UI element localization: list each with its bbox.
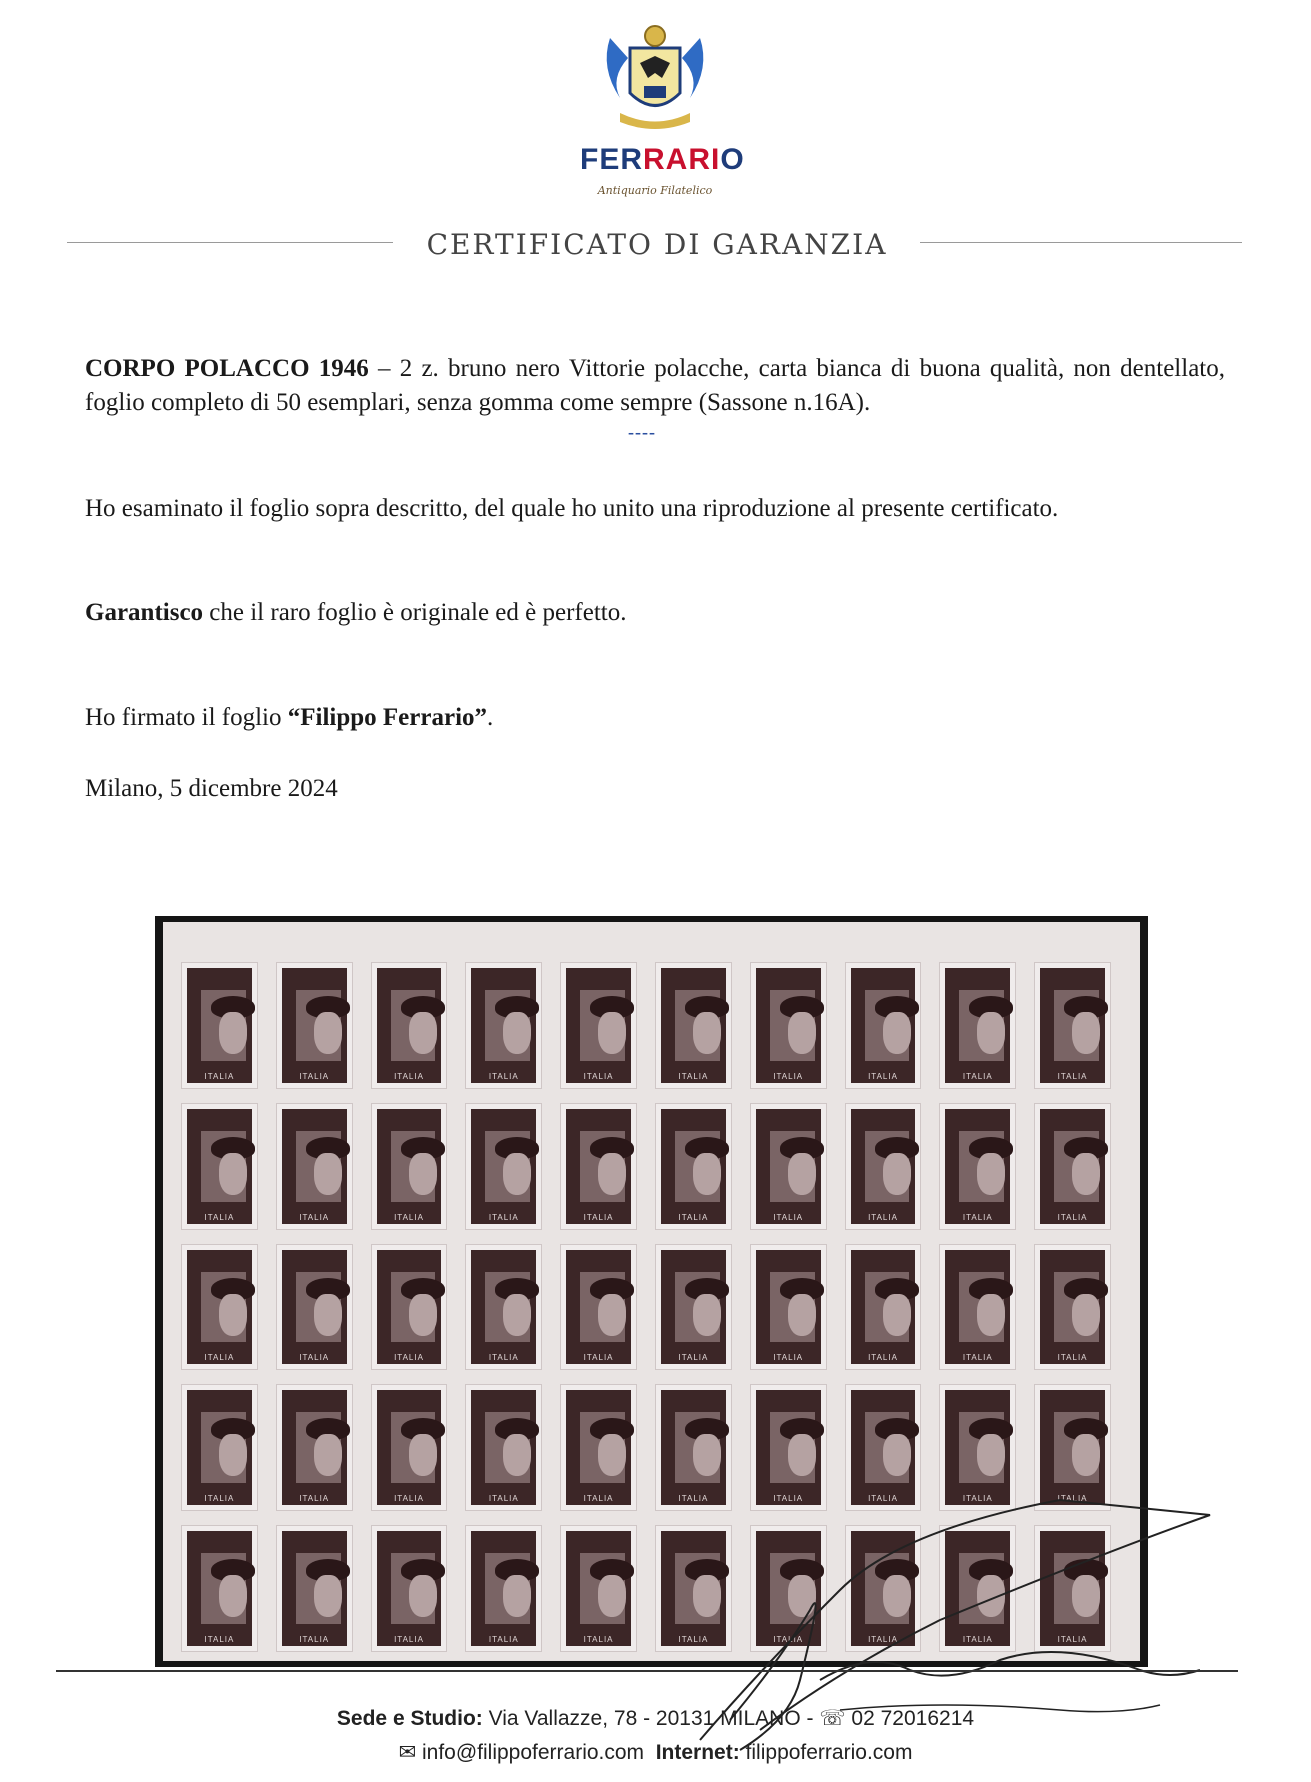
stamp-portrait <box>865 990 910 1061</box>
stamp <box>276 1103 353 1230</box>
footer-address <box>0 1706 1311 1731</box>
stamp-label: ITALIA <box>1057 1212 1088 1222</box>
envelope-icon: ✉ <box>398 1741 417 1764</box>
stamp-design <box>1040 1250 1105 1365</box>
stamp-label: ITALIA <box>583 1071 614 1081</box>
stamp-label: ITALIA <box>394 1494 424 1504</box>
stamp-design <box>282 968 347 1083</box>
stamp <box>181 1244 258 1371</box>
stamp <box>465 1384 542 1511</box>
stamp-label: ITALIA <box>299 1494 330 1504</box>
stamp-portrait <box>675 1272 720 1343</box>
stamp <box>465 1525 542 1652</box>
stamp-label: ITALIA <box>868 1071 898 1081</box>
face-shape <box>314 1434 342 1476</box>
stamp <box>655 962 732 1089</box>
stamp-label: ITALIA <box>394 1635 424 1644</box>
stamp-label: ITALIA <box>394 1071 424 1081</box>
face-shape <box>503 1294 531 1336</box>
stamp-design <box>851 1250 916 1365</box>
face-shape <box>503 1434 531 1476</box>
face-shape <box>314 1294 342 1336</box>
stamp-portrait <box>675 990 720 1061</box>
guarantee-paragraph <box>85 596 1225 630</box>
stamp <box>1034 1244 1111 1371</box>
guarantee-heading: Garantisco <box>85 599 204 626</box>
stamp <box>371 1244 448 1371</box>
face-shape <box>977 1294 1005 1336</box>
stamp-design <box>187 1109 252 1224</box>
face-shape <box>314 1153 342 1195</box>
stamp-label: ITALIA <box>204 1212 235 1222</box>
stamp-label: ITALIA <box>678 1212 709 1222</box>
stamp-design <box>756 1109 821 1224</box>
stamp-design <box>377 1250 442 1365</box>
stamp-label: ITALIA <box>1057 1635 1088 1644</box>
stamp-label: ITALIA <box>299 1212 330 1222</box>
face-shape <box>598 1294 626 1336</box>
stamp <box>371 1525 448 1652</box>
stamp <box>181 1384 258 1511</box>
stamp-design <box>282 1109 347 1224</box>
face-shape <box>409 1153 437 1195</box>
stamp-portrait <box>1054 990 1099 1061</box>
stamp-label: ITALIA <box>488 1494 519 1504</box>
stamp-design <box>566 1250 631 1365</box>
stamp-label: ITALIA <box>773 1212 804 1222</box>
stamp-portrait <box>580 1412 625 1483</box>
stamp <box>845 1244 922 1371</box>
face-shape <box>977 1012 1005 1054</box>
face-shape <box>1072 1012 1100 1054</box>
stamp-label: ITALIA <box>678 1494 709 1504</box>
stamp-label: ITALIA <box>1057 1071 1088 1081</box>
stamp-portrait <box>959 1131 1004 1202</box>
footer-contact <box>0 1740 1311 1765</box>
stamp-portrait <box>770 1272 815 1343</box>
face-shape <box>503 1012 531 1054</box>
stamp-design <box>566 968 631 1083</box>
website-link[interactable]: filippoferrario.com <box>739 1741 913 1764</box>
stamp-design <box>945 968 1010 1083</box>
signed-suffix: . <box>487 704 494 731</box>
face-shape <box>314 1575 342 1617</box>
stamp-design <box>566 1390 631 1505</box>
stamp <box>655 1244 732 1371</box>
stamp-label: ITALIA <box>678 1635 709 1644</box>
face-shape <box>409 1434 437 1476</box>
stamp-portrait <box>391 1412 436 1483</box>
stamp-design <box>471 968 536 1083</box>
stamp-design <box>187 1250 252 1365</box>
stamp <box>181 1103 258 1230</box>
stamp <box>276 962 353 1089</box>
stamp-portrait <box>959 990 1004 1061</box>
face-shape <box>1072 1294 1100 1336</box>
brand-name-part: FER <box>580 143 643 176</box>
stamp-portrait <box>485 1131 530 1202</box>
face-shape <box>598 1575 626 1617</box>
face-shape <box>598 1012 626 1054</box>
stamp-label: ITALIA <box>583 1494 614 1504</box>
examined-paragraph: Ho esaminato il foglio sopra descritto, del quale ho unito una riproduzione al presente certificato. <box>85 495 1059 522</box>
face-shape <box>883 1153 911 1195</box>
stamp-label: ITALIA <box>299 1071 330 1081</box>
description-heading: CORPO POLACCO 1946 <box>85 355 369 382</box>
stamp-label: ITALIA <box>299 1353 330 1363</box>
stamp-portrait <box>865 1131 910 1202</box>
stamp-portrait <box>391 1272 436 1343</box>
stamp <box>465 1103 542 1230</box>
stamp-label: ITALIA <box>773 1635 804 1644</box>
stamp-label: ITALIA <box>868 1635 898 1644</box>
stamp-label: ITALIA <box>394 1353 424 1363</box>
stamp-design <box>661 968 726 1083</box>
face-shape <box>693 1012 721 1054</box>
face-shape <box>409 1294 437 1336</box>
stamp-design <box>187 1390 252 1505</box>
stamp <box>939 1103 1016 1230</box>
stamp-label: ITALIA <box>962 1353 993 1363</box>
face-shape <box>219 1575 247 1617</box>
certificate-title: CERTIFICATO DI GARANZIA <box>426 228 888 261</box>
stamp-portrait <box>391 990 436 1061</box>
stamp-label: ITALIA <box>583 1635 614 1644</box>
stamp-portrait <box>201 1553 246 1624</box>
stamp-portrait <box>485 1412 530 1483</box>
signed-paragraph <box>85 701 1225 735</box>
stamp-label: ITALIA <box>868 1212 898 1222</box>
stamp-design <box>851 968 916 1083</box>
face-shape <box>219 1294 247 1336</box>
face-shape <box>1072 1153 1100 1195</box>
face-shape <box>219 1153 247 1195</box>
stamp <box>655 1103 732 1230</box>
stamp-label: ITALIA <box>488 1071 519 1081</box>
stamp <box>560 1525 637 1652</box>
stamp-label: ITALIA <box>394 1212 424 1222</box>
stamp-label: ITALIA <box>583 1353 614 1363</box>
face-shape <box>503 1575 531 1617</box>
stamp <box>750 1103 827 1230</box>
face-shape <box>598 1153 626 1195</box>
stamp-label: ITALIA <box>204 1494 235 1504</box>
face-shape <box>219 1012 247 1054</box>
address-label: Sede e Studio: <box>336 1707 483 1730</box>
stamp-label: ITALIA <box>488 1635 519 1644</box>
stamp-portrait <box>201 1131 246 1202</box>
stamp-portrait <box>296 990 341 1061</box>
face-shape <box>693 1294 721 1336</box>
brand-name <box>580 143 745 177</box>
stamp <box>560 1103 637 1230</box>
stamp <box>276 1244 353 1371</box>
stamp-portrait <box>391 1131 436 1202</box>
stamp-description <box>85 352 1225 420</box>
coat-of-arms-icon <box>590 18 720 138</box>
stamp-label: ITALIA <box>488 1353 519 1363</box>
ferrario-logo <box>580 18 745 208</box>
stamp-design <box>851 1109 916 1224</box>
stamp-label: ITALIA <box>962 1212 993 1222</box>
footer-rule <box>56 1670 1238 1672</box>
stamp-design <box>566 1109 631 1224</box>
face-shape <box>409 1575 437 1617</box>
stamp-label: ITALIA <box>773 1353 804 1363</box>
face-shape <box>503 1153 531 1195</box>
stamp-portrait <box>770 1131 815 1202</box>
stamp-portrait <box>296 1131 341 1202</box>
stamp <box>750 962 827 1089</box>
stamp-label: ITALIA <box>1057 1494 1088 1504</box>
brand-name-end: O <box>720 143 745 176</box>
stamp-portrait <box>201 1412 246 1483</box>
face-shape <box>883 1012 911 1054</box>
place-date: Milano, 5 dicembre 2024 <box>85 775 338 802</box>
stamp-portrait <box>391 1553 436 1624</box>
stamp-design <box>282 1390 347 1505</box>
stamp-design <box>377 968 442 1083</box>
stamp <box>750 1244 827 1371</box>
face-shape <box>219 1434 247 1476</box>
stamp <box>560 1384 637 1511</box>
stamp <box>560 1244 637 1371</box>
stamp-design <box>1040 968 1105 1083</box>
face-shape <box>788 1153 816 1195</box>
stamp-portrait <box>1054 1272 1099 1343</box>
stamp-design <box>471 1390 536 1505</box>
stamp-portrait <box>580 1553 625 1624</box>
stamp-portrait <box>865 1272 910 1343</box>
stamp <box>845 1103 922 1230</box>
stamp-label: ITALIA <box>678 1071 709 1081</box>
face-shape <box>314 1012 342 1054</box>
stamp-label: ITALIA <box>962 1635 993 1644</box>
description-text: – 2 z. bruno nero Vittorie polacche, carta bianca di buona qualità, non dentellato, foglio completo di 50 esemplari, senza gomma come sempre (Sassone n.16A). <box>85 355 1225 416</box>
stamp-design <box>282 1531 347 1646</box>
guarantee-text: che il raro foglio è originale ed è perfetto. <box>203 599 627 626</box>
stamp <box>845 962 922 1089</box>
stamp-label: ITALIA <box>773 1071 804 1081</box>
stamp <box>1034 962 1111 1089</box>
stamp-design <box>377 1390 442 1505</box>
stamp <box>276 1384 353 1511</box>
stamp-portrait <box>296 1553 341 1624</box>
stamp <box>276 1525 353 1652</box>
stamp-design <box>471 1531 536 1646</box>
stamp-portrait <box>1054 1131 1099 1202</box>
stamp <box>939 1244 1016 1371</box>
stamp-portrait <box>485 990 530 1061</box>
signed-name: “Filippo Ferrario” <box>287 704 488 731</box>
stamp <box>465 1244 542 1371</box>
stamp-label: ITALIA <box>204 1635 235 1644</box>
stamp-portrait <box>296 1412 341 1483</box>
stamp-design <box>187 968 252 1083</box>
brand-name-accent: RARI <box>643 143 721 176</box>
stamp <box>181 962 258 1089</box>
stamp-design <box>756 968 821 1083</box>
stamp <box>181 1525 258 1652</box>
stamp-label: ITALIA <box>962 1071 993 1081</box>
stamp-portrait <box>580 1131 625 1202</box>
face-shape <box>693 1153 721 1195</box>
stamp-portrait <box>959 1272 1004 1343</box>
stamp-portrait <box>201 1272 246 1343</box>
stamp-portrait <box>580 1272 625 1343</box>
stamp-design <box>945 1109 1010 1224</box>
stamp-design <box>661 1109 726 1224</box>
stamp <box>560 962 637 1089</box>
brand-subtitle: Antiquario Filatelico <box>597 184 713 197</box>
stamp <box>1034 1103 1111 1230</box>
stamp <box>939 962 1016 1089</box>
stamp-design <box>566 1531 631 1646</box>
face-shape <box>598 1434 626 1476</box>
address-text: Via Vallazze, 78 - 20131 MILANO - ☏ 02 72016214 <box>482 1707 975 1730</box>
stamp-design <box>377 1109 442 1224</box>
stamp-portrait <box>770 990 815 1061</box>
stamp-label: ITALIA <box>488 1212 519 1222</box>
stamp-design <box>661 1250 726 1365</box>
stamp-label: ITALIA <box>299 1635 330 1644</box>
stamp-design <box>756 1250 821 1365</box>
stamp-portrait <box>675 1131 720 1202</box>
title-rule-left <box>67 242 393 243</box>
stamp-portrait <box>580 990 625 1061</box>
stamp-label: ITALIA <box>204 1353 235 1363</box>
face-shape <box>883 1294 911 1336</box>
stamp-design <box>471 1109 536 1224</box>
separator: ---- <box>628 422 656 442</box>
internet-label: Internet: <box>655 1741 740 1764</box>
stamp-label: ITALIA <box>868 1353 898 1363</box>
face-shape <box>788 1012 816 1054</box>
face-shape <box>409 1012 437 1054</box>
stamp-portrait <box>485 1272 530 1343</box>
stamp-label: ITALIA <box>204 1071 235 1081</box>
stamp <box>465 962 542 1089</box>
face-shape <box>977 1153 1005 1195</box>
stamp <box>371 1103 448 1230</box>
stamp <box>371 962 448 1089</box>
stamp-label: ITALIA <box>1057 1353 1088 1363</box>
stamp-label: ITALIA <box>583 1212 614 1222</box>
stamp-label: ITALIA <box>868 1494 898 1504</box>
stamp-design <box>282 1250 347 1365</box>
stamp <box>371 1384 448 1511</box>
email-link[interactable]: info@filippoferrario.com <box>416 1741 645 1764</box>
stamp-portrait <box>485 1553 530 1624</box>
stamp-design <box>187 1531 252 1646</box>
stamp-label: ITALIA <box>962 1494 993 1504</box>
face-shape <box>788 1294 816 1336</box>
stamp-portrait <box>296 1272 341 1343</box>
stamp-design <box>471 1250 536 1365</box>
title-rule-right <box>920 242 1242 243</box>
signed-prefix: Ho firmato il foglio <box>85 704 288 731</box>
stamp-label: ITALIA <box>773 1494 804 1504</box>
stamp-design <box>945 1250 1010 1365</box>
stamp-label: ITALIA <box>678 1353 709 1363</box>
stamp-design <box>1040 1109 1105 1224</box>
stamp-portrait <box>201 990 246 1061</box>
stamp-design <box>377 1531 442 1646</box>
